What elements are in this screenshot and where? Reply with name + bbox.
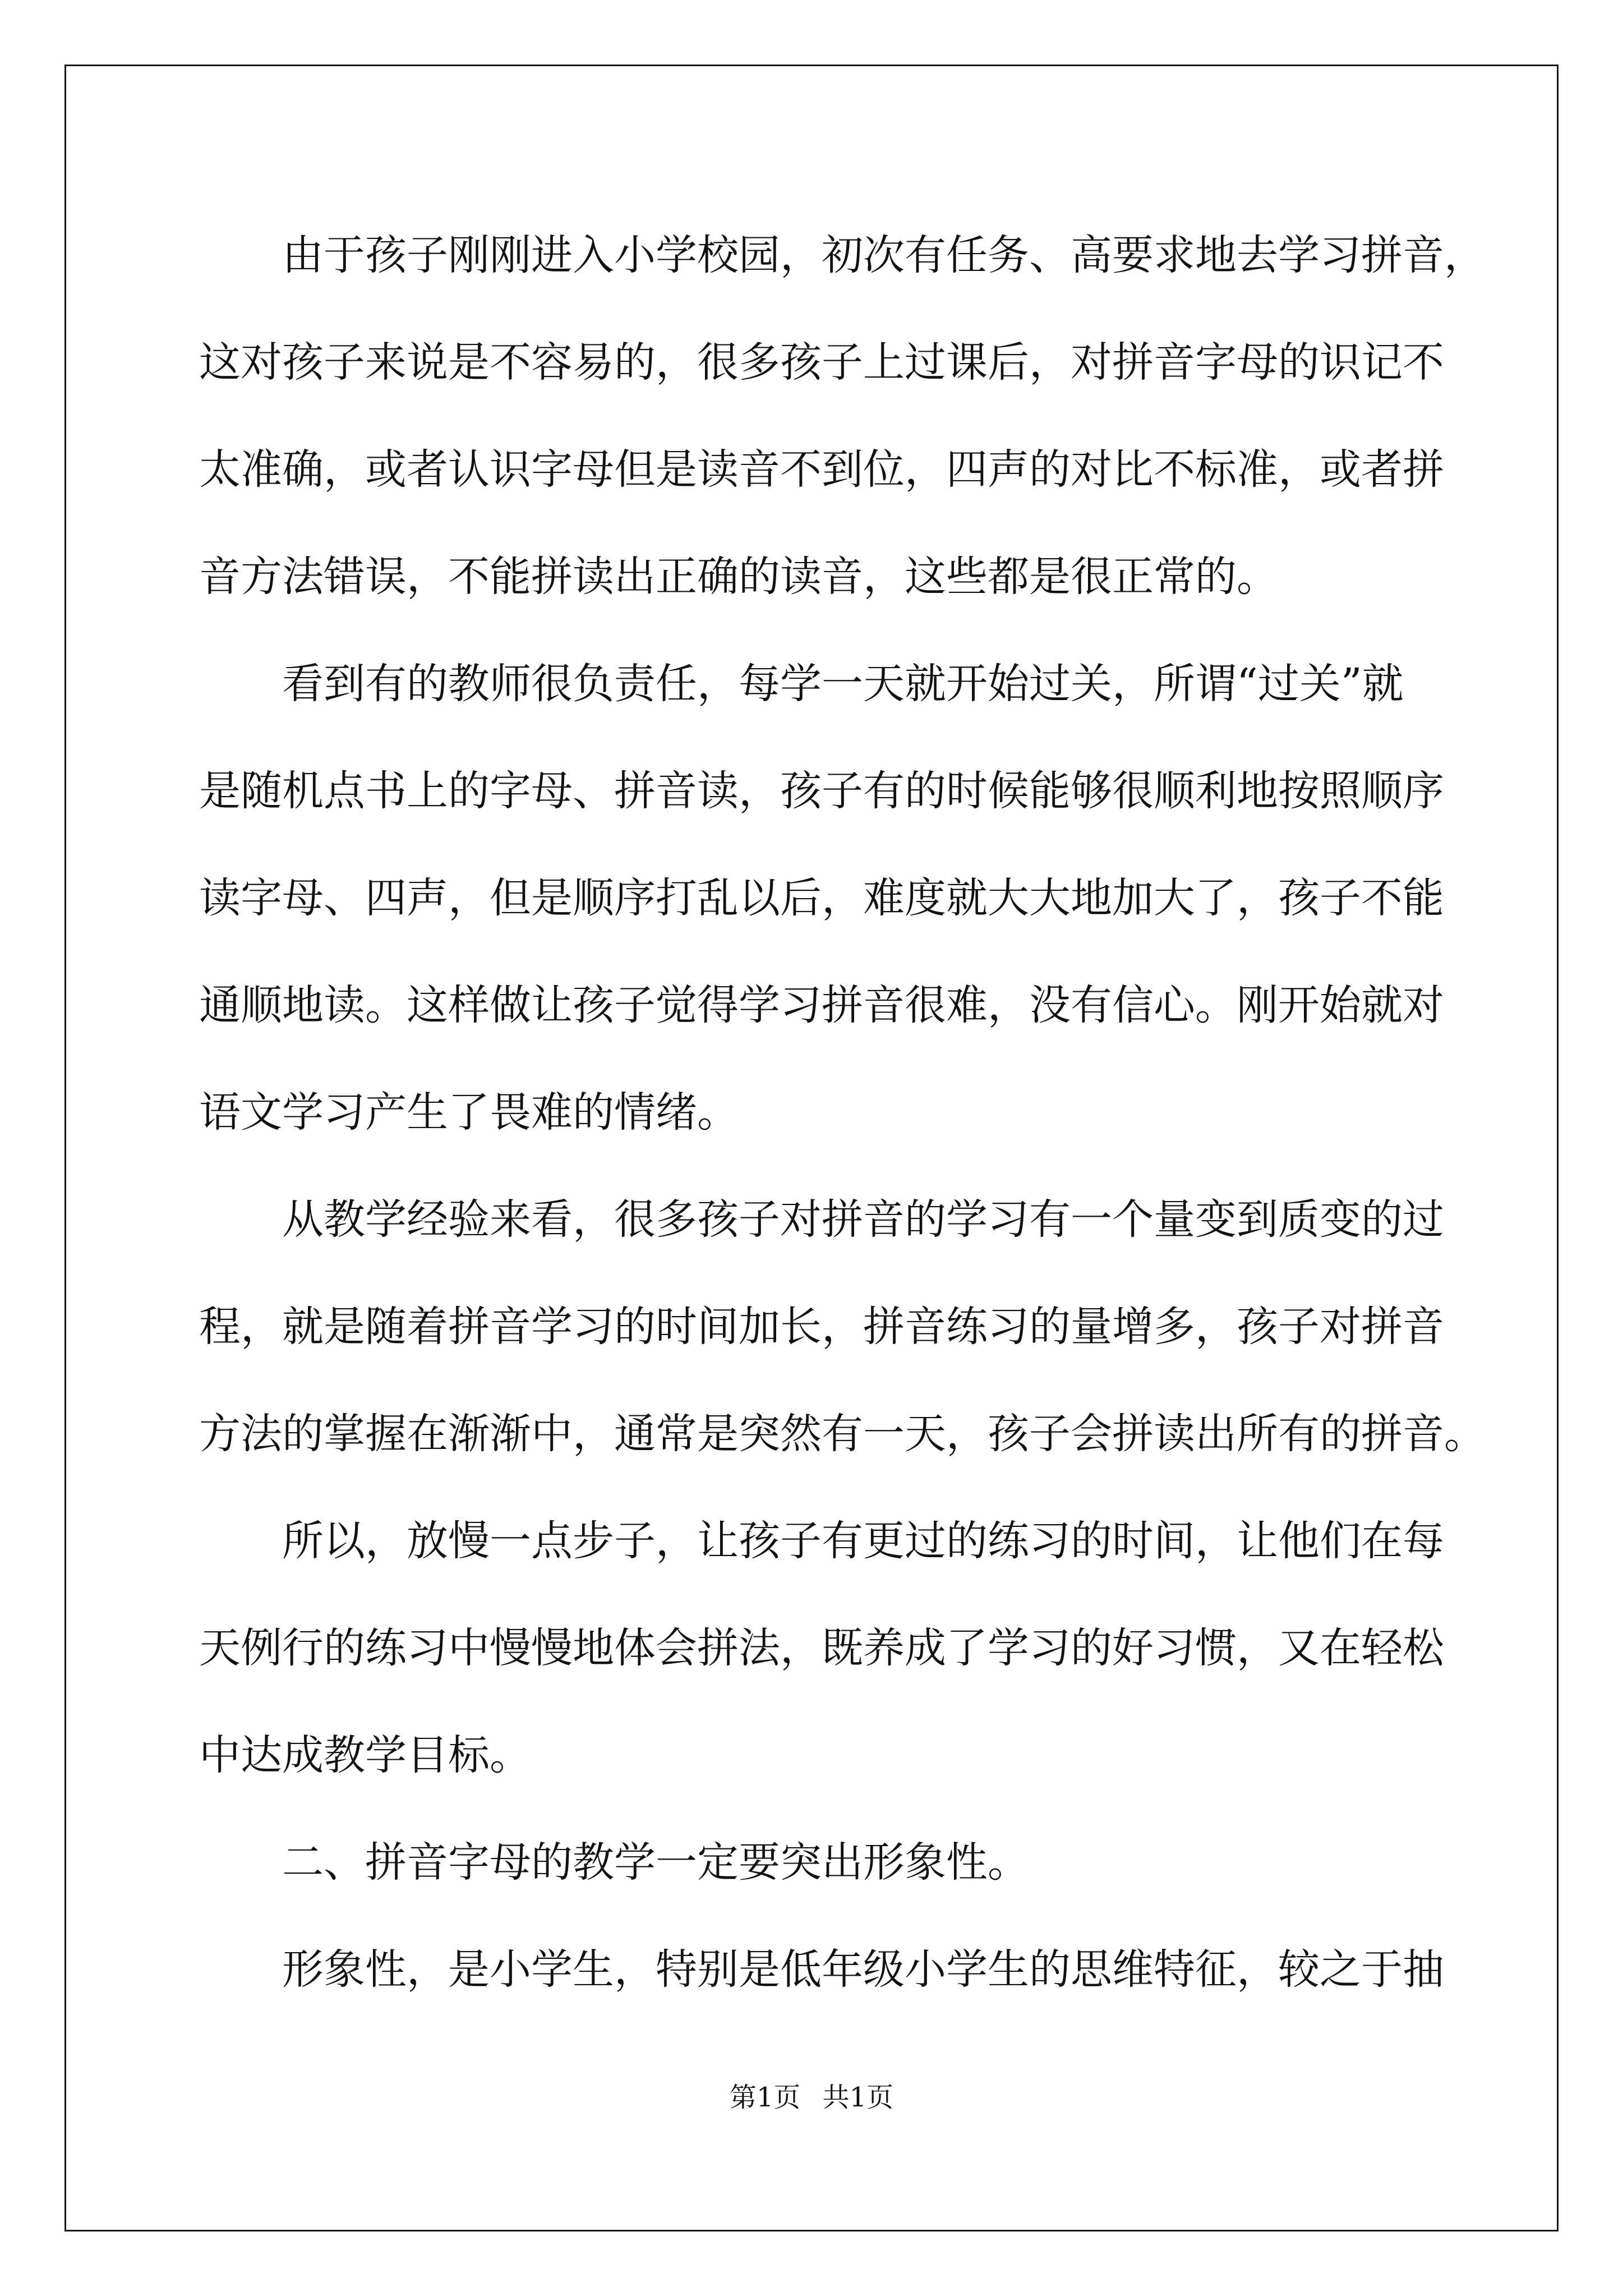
paragraph-5 bbox=[199, 1916, 1444, 2023]
text-line: 方法的掌握在渐渐中，通常是突然有一天，孩子会拼读出所有的拼音。 bbox=[199, 1410, 1486, 1458]
page-footer bbox=[0, 2076, 1623, 2114]
page-number-current: 第1页 bbox=[729, 2082, 801, 2113]
text-line: 天例行的练习中慢慢地体会拼法，既养成了学习的好习惯，又在轻松 bbox=[199, 1624, 1444, 1672]
text-line: 程，就是随着拼音学习的时间加长，拼音练习的量增多，孩子对拼音 bbox=[199, 1303, 1444, 1351]
text-line: 形象性，是小学生，特别是低年级小学生的思维特征，较之于抽 bbox=[199, 1945, 1444, 1994]
text-line: 中达成教学目标。 bbox=[199, 1731, 531, 1779]
paragraph-2 bbox=[199, 631, 1444, 1166]
text-line: 二、拼音字母的教学一定要突出形象性。 bbox=[199, 1838, 1029, 1887]
document-body bbox=[199, 202, 1486, 2023]
text-line: 从教学经验来看，很多孩子对拼音的学习有一个量变到质变的过 bbox=[199, 1195, 1444, 1244]
paragraph-1 bbox=[199, 202, 1486, 631]
text-line: 太准确，或者认识字母但是读音不到位，四声的对比不标准，或者拼 bbox=[199, 445, 1444, 494]
text-line: 是随机点书上的字母、拼音读，孩子有的时候能够很顺利地按照顺序 bbox=[199, 767, 1444, 815]
paragraph-3 bbox=[199, 1166, 1486, 1488]
text-line: 语文学习产生了畏难的情绪。 bbox=[199, 1088, 739, 1137]
text-line: 所以，放慢一点步子，让孩子有更过的练习的时间，让他们在每 bbox=[199, 1517, 1444, 1565]
text-line: 音方法错误，不能拼读出正确的读音，这些都是很正常的。 bbox=[199, 553, 1278, 601]
text-line: 读字母、四声，但是顺序打乱以后，难度就大大地加大了，孩子不能 bbox=[199, 874, 1444, 922]
section-heading bbox=[199, 1809, 1433, 1916]
text-line: 看到有的教师很负责任，每学一天就开始过关，所谓“过关”就 bbox=[199, 660, 1404, 708]
text-line: 通顺地读。这样做让孩子觉得学习拼音很难，没有信心。刚开始就对 bbox=[199, 981, 1444, 1029]
text-line: 由于孩子刚刚进入小学校园，初次有任务、高要求地去学习拼音， bbox=[199, 231, 1486, 279]
page-number-total: 共1页 bbox=[822, 2082, 894, 2113]
text-line: 这对孩子来说是不容易的，很多孩子上过课后，对拼音字母的识记不 bbox=[199, 338, 1444, 386]
paragraph-4 bbox=[199, 1488, 1444, 1809]
